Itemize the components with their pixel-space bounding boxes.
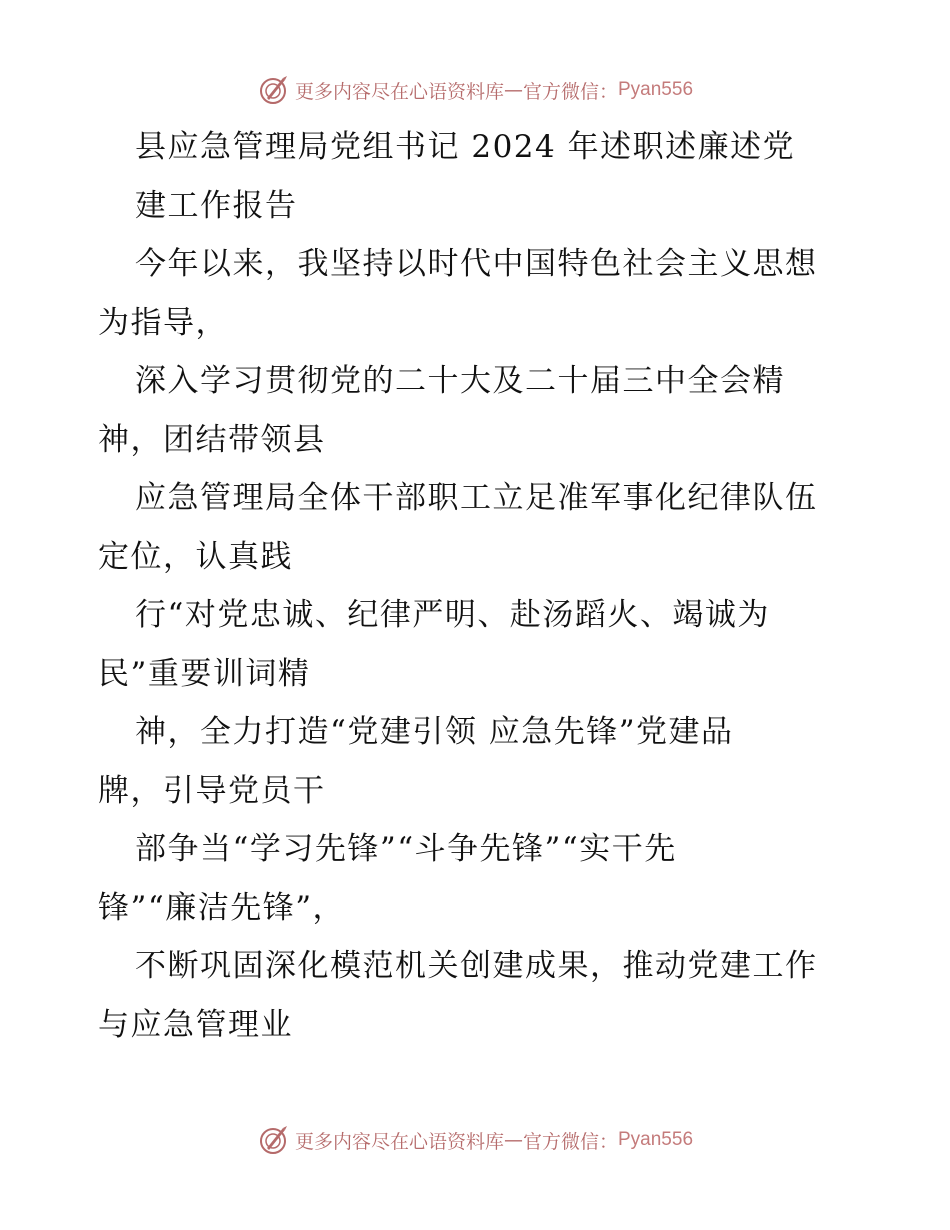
- watermark-wechat-id: Pyan556: [618, 1129, 694, 1150]
- paragraph-line: 行“对党忠诚、纪律严明、赴汤蹈火、竭诚为: [135, 597, 770, 633]
- paragraph-line: 应急管理局全体干部职工立足准军事化纪律队伍: [135, 480, 818, 516]
- paragraph-line: 不断巩固深化模范机关创建成果，推动党建工作: [135, 948, 818, 984]
- title-line-2: 建工作报告: [135, 187, 298, 224]
- paragraph-line: 部争当“学习先锋”“斗争先锋”“实干先: [135, 831, 677, 867]
- paragraph-line: 民”重要训词精: [98, 655, 311, 692]
- header-watermark: [0, 70, 950, 110]
- document-body: [98, 118, 858, 1054]
- paragraph-line: 深入学习贯彻党的二十大及二十届三中全会精: [135, 363, 785, 399]
- paragraph-line: 定位，认真践: [98, 538, 293, 575]
- paragraph-line: 神，团结带领县: [98, 421, 326, 458]
- watermark-wechat-label: 官方微信：: [522, 80, 618, 103]
- paragraph-line: 今年以来，我坚持以时代中国特色社会主义思想: [135, 246, 818, 282]
- quill-seal-icon: [257, 1124, 289, 1156]
- title-line-1: 县应急管理局党组书记 2024 年述职述廉述党: [135, 129, 796, 165]
- paragraph-line: 神，全力打造“党建引领 应急先锋”党建品: [135, 714, 734, 750]
- paragraph-line: 为指导，: [98, 304, 228, 341]
- watermark-dash: —: [503, 1129, 523, 1151]
- paragraph-line: 锋”“廉洁先锋”，: [98, 889, 346, 926]
- paragraph-line: 与应急管理业: [98, 1006, 293, 1043]
- quill-seal-icon: [257, 74, 289, 106]
- watermark-brand-text: 更多内容尽在心语资料库: [294, 80, 504, 103]
- watermark-dash: —: [503, 79, 523, 101]
- watermark-wechat-id: Pyan556: [618, 79, 694, 100]
- footer-watermark: [0, 1120, 950, 1160]
- paragraph-line: 牌，引导党员干: [98, 772, 326, 809]
- watermark-wechat-label: 官方微信：: [522, 1130, 618, 1153]
- watermark-brand-text: 更多内容尽在心语资料库: [294, 1130, 504, 1153]
